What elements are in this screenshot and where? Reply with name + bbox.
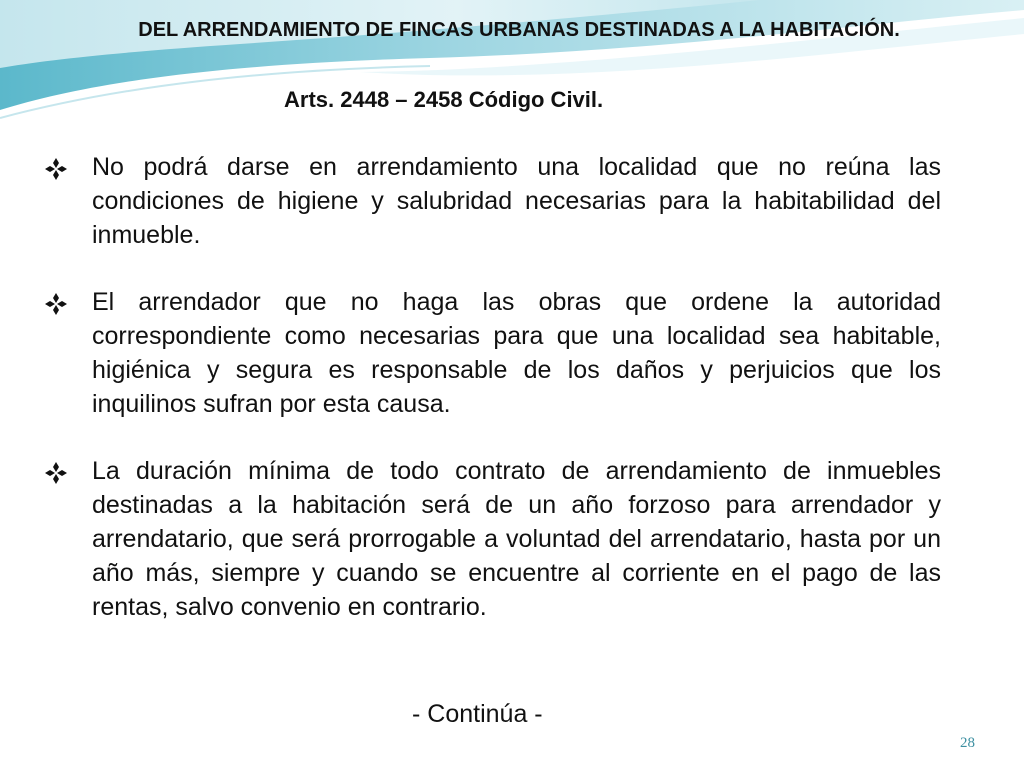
- bullet-item: [44, 150, 941, 252]
- diamond-quad-icon: [44, 157, 68, 181]
- continued-label: - Continúa -: [412, 700, 543, 728]
- bullet-item: [44, 285, 941, 421]
- bullet-item: [44, 454, 941, 624]
- bullet-text: No podrá darse en arrendamiento una localidad que no reúna las condiciones de higiene y salubridad necesarias para la habitabilidad del inmueble.: [92, 153, 941, 249]
- diamond-quad-icon: [44, 461, 68, 485]
- bullet-text: El arrendador que no haga las obras que ordene la autoridad correspondiente como necesarias para que una localidad sea habitable, higiénica y segura es responsable de los daños y perjuicios que los inquilinos sufran por esta causa.: [92, 288, 941, 418]
- page-number: 28: [960, 735, 975, 751]
- diamond-quad-icon: [44, 292, 68, 316]
- slide-subtitle: Arts. 2448 – 2458 Código Civil.: [284, 87, 604, 112]
- bullet-text: La duración mínima de todo contrato de arrendamiento de inmuebles destinadas a la habitación será de un año forzoso para arrendador y arrendatario, que será prorrogable a voluntad del arrendatario, hasta por un año más, siempre y cuando se encuentre al corriente en el pago de las rentas, salvo convenio en contrario.: [92, 457, 941, 621]
- slide-title: DEL ARRENDAMIENTO DE FINCAS URBANAS DESTINADAS A LA HABITACIÓN.: [138, 19, 900, 41]
- bullet-list: [44, 150, 941, 657]
